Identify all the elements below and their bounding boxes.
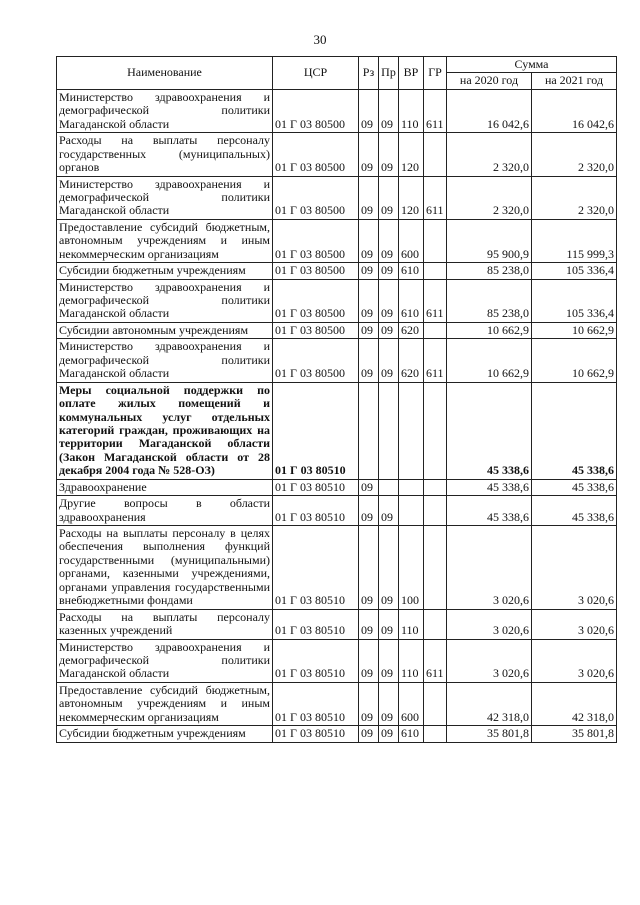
row-name: Субсидии автономным учреждениям	[57, 322, 273, 338]
row-name: Министерство здравоохранения и демографической политики Магаданской области	[57, 279, 273, 322]
row-sum-2020: 3 020,6	[447, 639, 532, 682]
row-pr: 09	[379, 496, 399, 526]
row-pr: 09	[379, 639, 399, 682]
row-rz	[359, 382, 379, 479]
row-name: Предоставление субсидий бюджетным, автономным учреждениям и иным некоммерческим организациям	[57, 682, 273, 725]
row-gr	[424, 526, 447, 610]
row-rz: 09	[359, 526, 379, 610]
row-csr: 01 Г 03 80500	[273, 322, 359, 338]
header-year-2020: на 2020 год	[447, 73, 532, 89]
row-sum-2020: 10 662,9	[447, 322, 532, 338]
row-name: Расходы на выплаты персоналу казенных учреждений	[57, 609, 273, 639]
row-vr: 620	[399, 339, 424, 382]
row-sum-2020: 45 338,6	[447, 382, 532, 479]
row-sum-2021: 10 662,9	[532, 339, 617, 382]
row-gr	[424, 263, 447, 279]
row-rz: 09	[359, 219, 379, 262]
row-csr: 01 Г 03 80510	[273, 496, 359, 526]
row-pr: 09	[379, 219, 399, 262]
row-vr	[399, 479, 424, 495]
row-sum-2021: 45 338,6	[532, 496, 617, 526]
row-vr: 100	[399, 526, 424, 610]
row-name: Расходы на выплаты персоналу государственных (муниципальных) органов	[57, 133, 273, 176]
table-row	[57, 526, 617, 610]
row-name: Меры социальной поддержки по оплате жилых помещений и коммунальных услуг отдельных категорий граждан, проживающих на территории Магаданской области (Закон Магаданской области от 28 декабря 2004 года № 528-ОЗ)	[57, 382, 273, 479]
table-row	[57, 496, 617, 526]
table-header-row	[57, 57, 617, 73]
row-vr: 110	[399, 89, 424, 132]
table-row	[57, 609, 617, 639]
row-vr: 610	[399, 279, 424, 322]
row-csr: 01 Г 03 80500	[273, 89, 359, 132]
row-name: Министерство здравоохранения и демографической политики Магаданской области	[57, 339, 273, 382]
row-sum-2020: 3 020,6	[447, 609, 532, 639]
row-vr: 600	[399, 219, 424, 262]
row-sum-2021: 3 020,6	[532, 526, 617, 610]
row-sum-2021: 115 999,3	[532, 219, 617, 262]
row-name: Здравоохранение	[57, 479, 273, 495]
row-sum-2020: 85 238,0	[447, 263, 532, 279]
table-row	[57, 89, 617, 132]
row-csr: 01 Г 03 80510	[273, 609, 359, 639]
row-csr: 01 Г 03 80510	[273, 526, 359, 610]
row-pr: 09	[379, 609, 399, 639]
row-rz: 09	[359, 496, 379, 526]
table-row	[57, 322, 617, 338]
row-sum-2021: 42 318,0	[532, 682, 617, 725]
row-csr: 01 Г 03 80500	[273, 176, 359, 219]
row-name: Министерство здравоохранения и демографической политики Магаданской области	[57, 176, 273, 219]
row-pr: 09	[379, 339, 399, 382]
row-sum-2021: 45 338,6	[532, 479, 617, 495]
row-name: Министерство здравоохранения и демографической политики Магаданской области	[57, 89, 273, 132]
row-sum-2021: 3 020,6	[532, 609, 617, 639]
row-gr	[424, 609, 447, 639]
row-sum-2020: 45 338,6	[447, 479, 532, 495]
table-row	[57, 133, 617, 176]
row-rz: 09	[359, 89, 379, 132]
row-rz: 09	[359, 609, 379, 639]
row-gr: 611	[424, 89, 447, 132]
row-pr: 09	[379, 526, 399, 610]
row-rz: 09	[359, 682, 379, 725]
table-row	[57, 279, 617, 322]
row-rz: 09	[359, 279, 379, 322]
row-gr	[424, 726, 447, 742]
row-gr: 611	[424, 279, 447, 322]
row-name: Министерство здравоохранения и демографической политики Магаданской области	[57, 639, 273, 682]
row-pr: 09	[379, 89, 399, 132]
header-year-2021: на 2021 год	[532, 73, 617, 89]
row-sum-2021: 35 801,8	[532, 726, 617, 742]
header-vr: ВР	[399, 57, 424, 90]
row-sum-2020: 10 662,9	[447, 339, 532, 382]
row-sum-2020: 16 042,6	[447, 89, 532, 132]
row-sum-2020: 35 801,8	[447, 726, 532, 742]
row-sum-2021: 2 320,0	[532, 176, 617, 219]
row-sum-2021: 2 320,0	[532, 133, 617, 176]
row-sum-2020: 2 320,0	[447, 176, 532, 219]
header-gr: ГР	[424, 57, 447, 90]
row-gr: 611	[424, 339, 447, 382]
row-vr: 600	[399, 682, 424, 725]
row-sum-2021: 3 020,6	[532, 639, 617, 682]
row-pr: 09	[379, 726, 399, 742]
row-rz: 09	[359, 133, 379, 176]
header-name: Наименование	[57, 57, 273, 90]
table-row	[57, 726, 617, 742]
row-csr: 01 Г 03 80500	[273, 219, 359, 262]
row-pr	[379, 479, 399, 495]
row-csr: 01 Г 03 80500	[273, 263, 359, 279]
row-csr: 01 Г 03 80500	[273, 339, 359, 382]
row-rz: 09	[359, 479, 379, 495]
header-sum: Сумма	[447, 57, 617, 73]
row-sum-2020: 2 320,0	[447, 133, 532, 176]
row-pr: 09	[379, 279, 399, 322]
row-sum-2021: 10 662,9	[532, 322, 617, 338]
header-csr: ЦСР	[273, 57, 359, 90]
row-gr	[424, 496, 447, 526]
budget-table	[56, 56, 617, 743]
row-vr: 610	[399, 263, 424, 279]
row-name: Субсидии бюджетным учреждениям	[57, 726, 273, 742]
row-vr	[399, 496, 424, 526]
row-gr	[424, 682, 447, 725]
row-csr: 01 Г 03 80510	[273, 726, 359, 742]
row-vr: 110	[399, 639, 424, 682]
row-gr: 611	[424, 639, 447, 682]
row-csr: 01 Г 03 80510	[273, 639, 359, 682]
row-gr	[424, 219, 447, 262]
row-gr	[424, 133, 447, 176]
row-rz: 09	[359, 726, 379, 742]
row-sum-2020: 3 020,6	[447, 526, 532, 610]
row-name: Другие вопросы в области здравоохранения	[57, 496, 273, 526]
table-row	[57, 219, 617, 262]
row-name: Субсидии бюджетным учреждениям	[57, 263, 273, 279]
row-pr: 09	[379, 682, 399, 725]
row-vr: 620	[399, 322, 424, 338]
row-pr: 09	[379, 263, 399, 279]
table-row	[57, 176, 617, 219]
row-csr: 01 Г 03 80510	[273, 382, 359, 479]
row-vr: 110	[399, 609, 424, 639]
page-number: 30	[313, 32, 327, 47]
table-row	[57, 479, 617, 495]
row-vr: 120	[399, 133, 424, 176]
row-sum-2020: 45 338,6	[447, 496, 532, 526]
row-csr: 01 Г 03 80500	[273, 279, 359, 322]
table-row	[57, 339, 617, 382]
row-sum-2020: 95 900,9	[447, 219, 532, 262]
table-row	[57, 639, 617, 682]
row-rz: 09	[359, 339, 379, 382]
row-sum-2021: 45 338,6	[532, 382, 617, 479]
row-rz: 09	[359, 322, 379, 338]
row-vr	[399, 382, 424, 479]
row-gr	[424, 382, 447, 479]
row-pr: 09	[379, 176, 399, 219]
table-row	[57, 682, 617, 725]
row-sum-2021: 16 042,6	[532, 89, 617, 132]
row-csr: 01 Г 03 80510	[273, 479, 359, 495]
row-sum-2021: 105 336,4	[532, 263, 617, 279]
row-vr: 610	[399, 726, 424, 742]
row-gr	[424, 479, 447, 495]
row-name: Предоставление субсидий бюджетным, автономным учреждениям и иным некоммерческим организациям	[57, 219, 273, 262]
row-gr: 611	[424, 176, 447, 219]
table-row	[57, 263, 617, 279]
row-rz: 09	[359, 176, 379, 219]
row-name: Расходы на выплаты персоналу в целях обеспечения выполнения функций государственными (муниципальными) органами, казенными учреждениями, органами управления государственными внебюджетными фондами	[57, 526, 273, 610]
row-sum-2020: 42 318,0	[447, 682, 532, 725]
header-pr: Пр	[379, 57, 399, 90]
row-pr: 09	[379, 133, 399, 176]
row-sum-2020: 85 238,0	[447, 279, 532, 322]
row-vr: 120	[399, 176, 424, 219]
row-rz: 09	[359, 639, 379, 682]
row-csr: 01 Г 03 80500	[273, 133, 359, 176]
header-rz: Рз	[359, 57, 379, 90]
row-csr: 01 Г 03 80510	[273, 682, 359, 725]
row-pr: 09	[379, 322, 399, 338]
table-row-section	[57, 382, 617, 479]
row-rz: 09	[359, 263, 379, 279]
row-pr	[379, 382, 399, 479]
row-gr	[424, 322, 447, 338]
row-sum-2021: 105 336,4	[532, 279, 617, 322]
